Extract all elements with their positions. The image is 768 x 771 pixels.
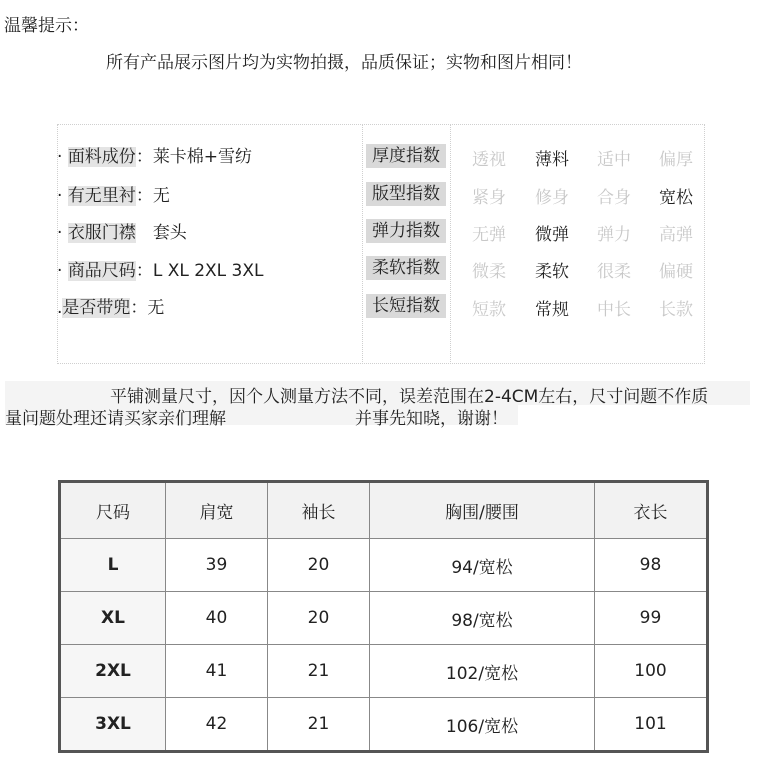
measurement-notice-line2: 量问题处理还请买家亲们理解 [5, 409, 226, 429]
index-option: 弹力 [597, 225, 631, 245]
attribute-row-pocket [57, 293, 164, 318]
tip-line: 所有产品展示图片均为实物拍摄，品质保证；实物和图片相同！ [106, 53, 582, 73]
index-option: 合身 [597, 188, 631, 208]
index-option: 中长 [597, 300, 631, 320]
attr-prefix: · [57, 186, 68, 206]
cell-size: L [60, 539, 166, 592]
attr-key: 有无里衬 [67, 186, 136, 206]
attr-value: L XL 2XL 3XL [152, 261, 264, 281]
cell-size: XL [60, 592, 166, 645]
attr-value: 莱卡棉+雪纺 [152, 147, 253, 167]
header-length: 衣长 [595, 482, 708, 539]
index-option: 短款 [472, 300, 506, 320]
attr-sep: ： [135, 261, 153, 281]
cell-bust-waist: 102/宽松 [370, 645, 595, 698]
attr-prefix: · [57, 223, 68, 243]
attr-prefix: · [57, 261, 68, 281]
size-table [58, 480, 709, 753]
cell-length: 98 [595, 539, 708, 592]
index-label-length: 长短指数 [366, 294, 446, 318]
index-option: 微弹 [535, 225, 569, 245]
attr-key: 商品尺码 [67, 261, 136, 281]
cell-size: 2XL [60, 645, 166, 698]
attribute-row-sizes [57, 256, 263, 281]
index-option: 适中 [597, 150, 631, 170]
cell-shoulder: 39 [166, 539, 268, 592]
cell-size: 3XL [60, 698, 166, 752]
attr-prefix: . [57, 298, 63, 318]
attr-sep: ： [135, 147, 153, 167]
index-option: 偏硬 [659, 262, 693, 282]
attr-sep: ： [130, 298, 148, 318]
header-shoulder: 肩宽 [166, 482, 268, 539]
cell-length: 99 [595, 592, 708, 645]
index-option: 紧身 [472, 188, 506, 208]
index-option: 柔软 [535, 262, 569, 282]
index-label-fit: 版型指数 [366, 182, 446, 206]
attr-value: 无 [147, 298, 165, 318]
cell-length: 101 [595, 698, 708, 752]
table-row [60, 698, 708, 752]
index-option: 透视 [472, 150, 506, 170]
table-header-row [60, 482, 708, 539]
attr-value: 套头 [152, 223, 187, 243]
measurement-notice-line2-end: 并事先知晓，谢谢！ [355, 409, 508, 429]
index-option: 薄料 [535, 150, 569, 170]
index-label-softness: 柔软指数 [366, 256, 446, 280]
header-size: 尺码 [60, 482, 166, 539]
attr-key: 是否带兜 [62, 298, 131, 318]
cell-shoulder: 42 [166, 698, 268, 752]
index-label-thickness: 厚度指数 [366, 144, 446, 168]
attr-sep: ： [135, 186, 153, 206]
cell-sleeve: 21 [268, 645, 370, 698]
cell-bust-waist: 94/宽松 [370, 539, 595, 592]
index-option: 修身 [535, 188, 569, 208]
table-row [60, 592, 708, 645]
index-divider [450, 124, 451, 364]
header-sleeve: 袖长 [268, 482, 370, 539]
cell-shoulder: 41 [166, 645, 268, 698]
index-option: 长款 [659, 300, 693, 320]
cell-bust-waist: 106/宽松 [370, 698, 595, 752]
attr-sep [136, 223, 153, 243]
cell-sleeve: 20 [268, 539, 370, 592]
attr-key: 面料成份 [67, 147, 136, 167]
index-option: 高弹 [659, 225, 693, 245]
cell-sleeve: 21 [268, 698, 370, 752]
cell-shoulder: 40 [166, 592, 268, 645]
index-option: 常规 [535, 300, 569, 320]
attr-value: 无 [152, 186, 170, 206]
header-bust-waist: 胸围/腰围 [370, 482, 595, 539]
index-option: 微柔 [472, 262, 506, 282]
index-option: 宽松 [659, 188, 693, 208]
index-option: 偏厚 [659, 150, 693, 170]
cell-bust-waist: 98/宽松 [370, 592, 595, 645]
table-row [60, 539, 708, 592]
attr-prefix: · [57, 147, 68, 167]
attribute-row-fabric [57, 142, 252, 167]
attribute-divider [362, 124, 363, 364]
tip-title: 温馨提示： [4, 16, 89, 36]
table-row [60, 645, 708, 698]
index-option: 很柔 [597, 262, 631, 282]
index-label-stretch: 弹力指数 [366, 219, 446, 243]
cell-length: 100 [595, 645, 708, 698]
index-option: 无弹 [472, 225, 506, 245]
cell-sleeve: 20 [268, 592, 370, 645]
attr-key: 衣服门襟 [67, 223, 136, 243]
measurement-notice-line1: 平铺测量尺寸，因个人测量方法不同，误差范围在2-4CM左右，尺寸问题不作质 [110, 387, 709, 407]
attribute-row-lining [57, 181, 170, 206]
attribute-row-placket [57, 218, 187, 243]
